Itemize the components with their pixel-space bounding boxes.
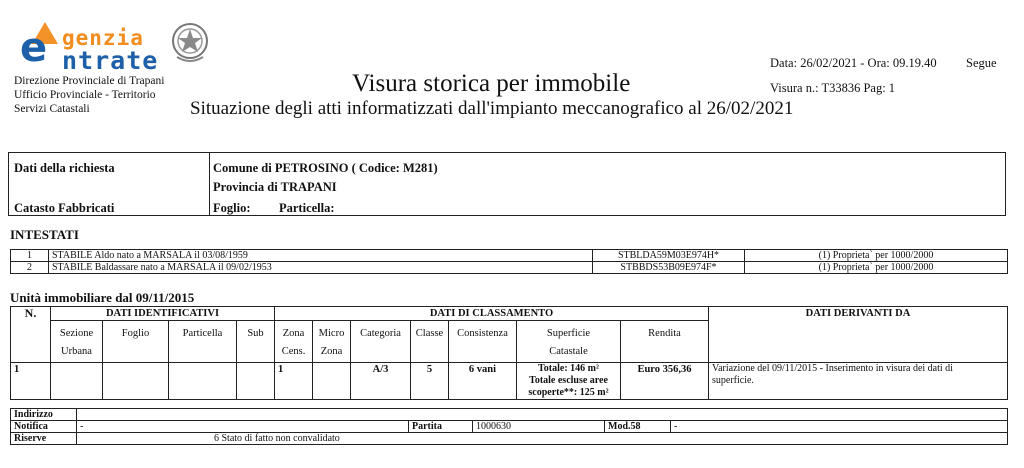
col-urbana: Urbana	[61, 346, 92, 357]
col-micro: Micro	[318, 328, 345, 339]
owner-right: (1) Proprieta` per 1000/2000	[745, 250, 1008, 262]
table-row	[11, 363, 1008, 400]
page-subtitle: Situazione degli atti informatizzati dall'impianto meccanografico al 26/02/2021	[190, 98, 794, 119]
col-n: N.	[11, 307, 51, 363]
notifica-value: -	[77, 421, 409, 433]
office-line-1: Direzione Provinciale di Trapani	[14, 75, 165, 87]
col-cens: Cens.	[281, 346, 306, 357]
visura-number: Visura n.: T33836 Pag: 1	[770, 81, 896, 95]
mod58-label: Mod.58	[605, 421, 671, 433]
col-sub: Sub	[237, 321, 275, 363]
logo-word-genzia: genzia	[62, 26, 144, 50]
mod58-value: -	[671, 421, 1008, 433]
owner-name: STABILE Aldo nato a MARSALA il 03/08/1959	[49, 250, 593, 262]
unit-title: Unità immobiliare dal 09/11/2015	[10, 290, 195, 305]
request-box	[8, 152, 1006, 216]
col-micro-zona: Zona	[320, 346, 343, 357]
group-dati-derivanti: DATI DERIVANTI DA	[709, 307, 1008, 363]
date-time: Data: 26/02/2021 - Ora: 09.19.40	[770, 56, 937, 70]
owner-name: STABILE Baldassare nato a MARSALA il 09/02/1953	[49, 262, 593, 274]
italian-republic-emblem-icon	[171, 21, 209, 63]
foglio-label: Foglio:	[213, 201, 251, 215]
table-row	[11, 250, 1008, 262]
unit-derivanti-line2: superficie.	[712, 375, 754, 386]
page-title: Visura storica per immobile	[352, 70, 631, 97]
unit-superficie-totale: Totale: 146 m²	[538, 363, 599, 374]
unit-derivanti-line1: Variazione del 09/11/2015 - Inserimento in visura dei dati di	[712, 363, 953, 374]
owner-fiscal-code: STBLDA59M03E974H*	[593, 250, 745, 262]
col-rendita: Rendita	[621, 321, 709, 363]
col-particella: Particella	[169, 321, 237, 363]
request-label: Dati della richiesta	[14, 161, 115, 175]
segue-label: Segue	[966, 56, 997, 70]
unit-superficie-escluse: Totale escluse aree	[529, 375, 608, 386]
unit-categoria: A/3	[351, 363, 411, 400]
table-row	[11, 262, 1008, 274]
office-line-2: Ufficio Provinciale - Territorio	[14, 89, 156, 101]
unit-consistenza: 6 vani	[449, 363, 517, 400]
unit-rendita: Euro 356,36	[621, 363, 709, 400]
col-foglio: Foglio	[103, 321, 169, 363]
owner-number: 1	[11, 250, 49, 262]
group-dati-identificativi: DATI IDENTIFICATIVI	[51, 307, 275, 321]
agenzia-entrate-logo	[18, 18, 213, 74]
unit-table	[10, 306, 1008, 400]
catasto-label: Catasto Fabbricati	[14, 201, 115, 215]
col-catastale: Catastale	[549, 346, 588, 357]
col-categoria: Categoria	[351, 321, 411, 363]
col-zona: Zona	[282, 328, 305, 339]
office-line-3: Servizi Catastali	[14, 103, 90, 115]
col-superficie: Superficie	[546, 328, 591, 339]
provincia-value: Provincia di TRAPANI	[213, 180, 337, 194]
logo-letter-e: e	[20, 25, 48, 71]
unit-zona: 1	[275, 363, 313, 400]
col-consistenza: Consistenza	[449, 321, 517, 363]
comune-value: Comune di PETROSINO ( Codice: M281)	[213, 161, 438, 175]
col-sezione: Sezione	[59, 328, 94, 339]
owner-number: 2	[11, 262, 49, 274]
owner-right: (1) Proprieta` per 1000/2000	[745, 262, 1008, 274]
intestati-title: INTESTATI	[10, 227, 79, 242]
notifica-label: Notifica	[11, 421, 77, 433]
unit-footer-table	[10, 408, 1008, 445]
col-classe: Classe	[411, 321, 449, 363]
owner-fiscal-code: STBBDS53B09E974F*	[593, 262, 745, 274]
group-dati-classamento: DATI DI CLASSAMENTO	[275, 307, 709, 321]
unit-classe: 5	[411, 363, 449, 400]
intestati-table	[10, 249, 1008, 274]
indirizzo-label: Indirizzo	[11, 409, 77, 421]
unit-superficie-scoperte: scoperte**: 125 m²	[528, 387, 609, 398]
unit-number: 1	[11, 363, 51, 400]
partita-value: 1000630	[473, 421, 605, 433]
particella-label: Particella:	[279, 201, 335, 215]
logo-word-ntrate: ntrate	[62, 46, 159, 75]
riserve-value: 6 Stato di fatto non convalidato	[77, 433, 1008, 445]
partita-label: Partita	[409, 421, 473, 433]
riserve-label: Riserve	[11, 433, 77, 445]
